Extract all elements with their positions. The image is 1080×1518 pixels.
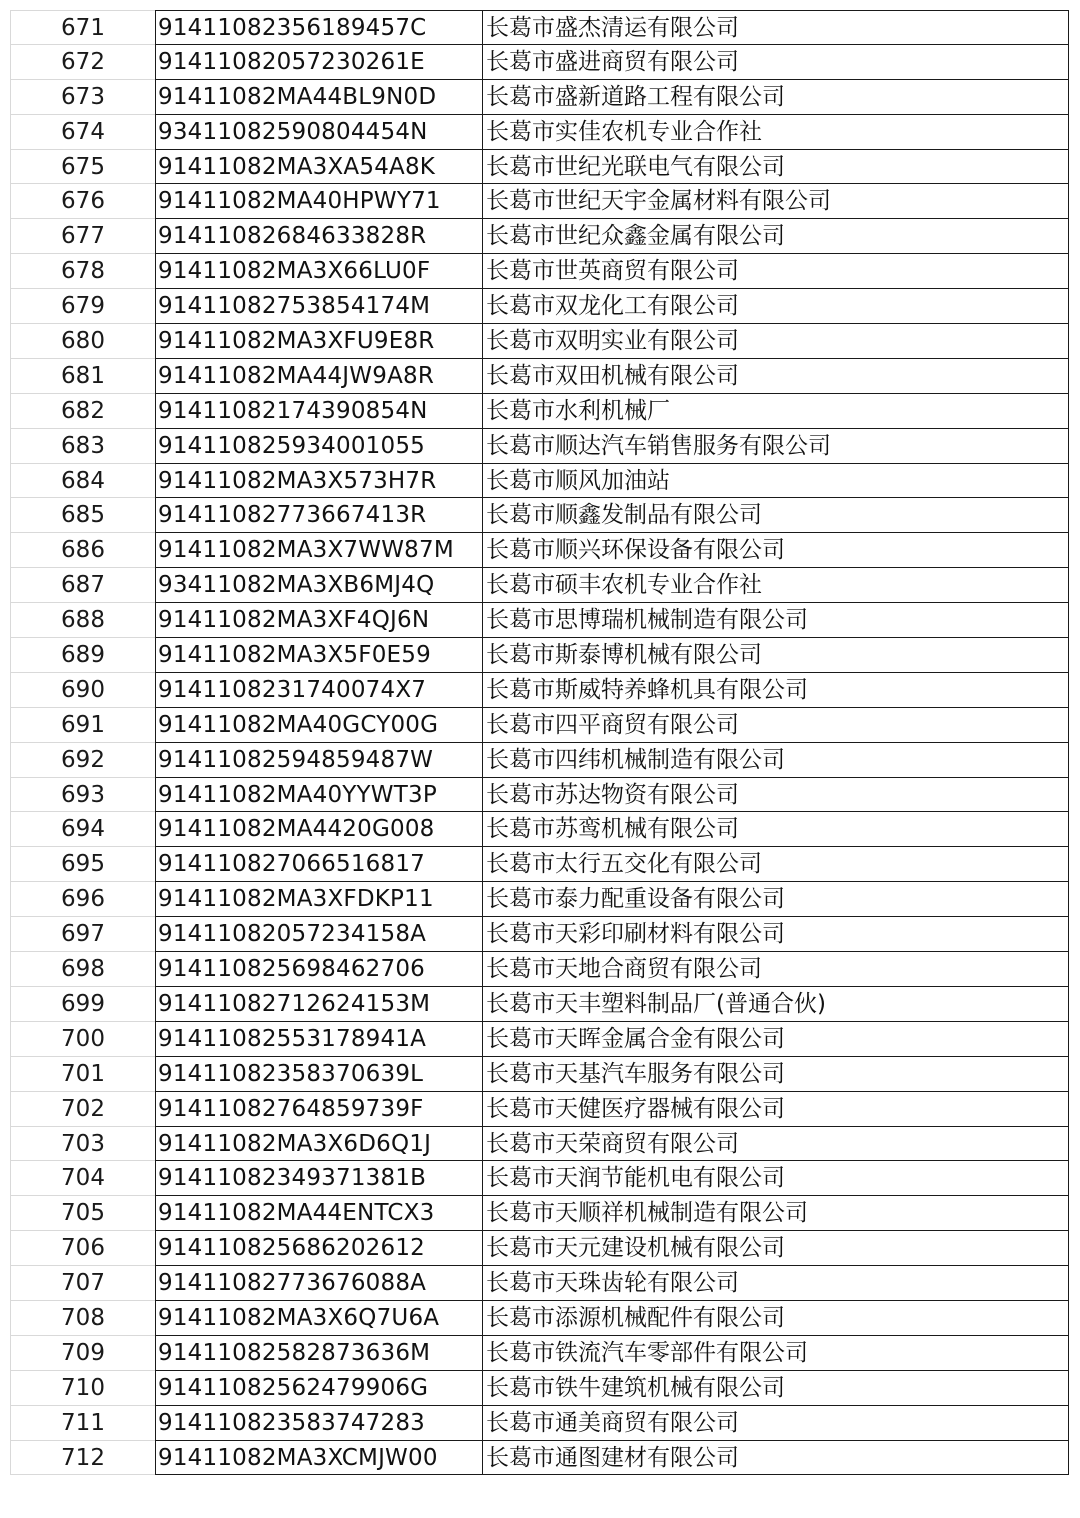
- table-row: [10, 568, 1070, 603]
- credit-code-cell: 91411082349371381B: [155, 1161, 482, 1196]
- table-row: [10, 917, 1070, 952]
- row-number-cell: 680: [10, 324, 155, 359]
- row-number-cell: 710: [10, 1371, 155, 1406]
- row-number-cell: 684: [10, 464, 155, 499]
- table-row: [10, 673, 1070, 708]
- table-row: [10, 1336, 1070, 1371]
- credit-code-cell: 91411082562479906G: [155, 1371, 482, 1406]
- row-number-cell: 706: [10, 1231, 155, 1266]
- table-row: [10, 743, 1070, 778]
- row-number-cell: 694: [10, 812, 155, 847]
- company-name-cell: 长葛市盛进商贸有限公司: [482, 45, 1069, 80]
- table-row: [10, 45, 1070, 80]
- company-name-cell: 长葛市四纬机械制造有限公司: [482, 743, 1069, 778]
- table-row: [10, 115, 1070, 150]
- company-name-cell: 长葛市四平商贸有限公司: [482, 708, 1069, 743]
- table-row: [10, 324, 1070, 359]
- credit-code-cell: 91411082594859487W: [155, 743, 482, 778]
- company-name-cell: 长葛市铁流汽车零部件有限公司: [482, 1336, 1069, 1371]
- credit-code-cell: 91411082358370639L: [155, 1057, 482, 1092]
- credit-code-cell: 91411082057234158A: [155, 917, 482, 952]
- table-row: [10, 10, 1070, 45]
- company-name-cell: 长葛市天彩印刷材料有限公司: [482, 917, 1069, 952]
- row-number-cell: 712: [10, 1441, 155, 1476]
- row-number-cell: 702: [10, 1092, 155, 1127]
- row-number-cell: 685: [10, 498, 155, 533]
- row-number-cell: 711: [10, 1406, 155, 1441]
- credit-code-cell: 91411082356189457C: [155, 10, 482, 45]
- credit-code-cell: 91411082MA3XFDKP11: [155, 882, 482, 917]
- row-number-cell: 686: [10, 533, 155, 568]
- row-number-cell: 676: [10, 184, 155, 219]
- credit-code-cell: 91411082MA44BL9N0D: [155, 80, 482, 115]
- company-name-cell: 长葛市思博瑞机械制造有限公司: [482, 603, 1069, 638]
- credit-code-cell: 9141108231740074X7: [155, 673, 482, 708]
- credit-code-cell: 91411082MA40HPWY71: [155, 184, 482, 219]
- table-row: [10, 1022, 1070, 1057]
- row-number-cell: 697: [10, 917, 155, 952]
- row-number-cell: 677: [10, 219, 155, 254]
- table-row: [10, 638, 1070, 673]
- row-number-cell: 675: [10, 150, 155, 185]
- row-number-cell: 695: [10, 847, 155, 882]
- row-number-cell: 687: [10, 568, 155, 603]
- table-row: [10, 498, 1070, 533]
- table-row: [10, 80, 1070, 115]
- credit-code-cell: 91411082MA3XFU9E8R: [155, 324, 482, 359]
- credit-code-cell: 91411082MA3XCMJW00: [155, 1441, 482, 1476]
- row-number-cell: 709: [10, 1336, 155, 1371]
- row-number-cell: 690: [10, 673, 155, 708]
- row-number-cell: 699: [10, 987, 155, 1022]
- company-name-cell: 长葛市世英商贸有限公司: [482, 254, 1069, 289]
- row-number-cell: 679: [10, 289, 155, 324]
- credit-code-cell: 91411082712624153M: [155, 987, 482, 1022]
- row-number-cell: 693: [10, 778, 155, 813]
- row-number-cell: 673: [10, 80, 155, 115]
- credit-code-cell: 91411082MA3XF4QJ6N: [155, 603, 482, 638]
- row-number-cell: 703: [10, 1127, 155, 1162]
- credit-code-cell: 91411082057230261E: [155, 45, 482, 80]
- credit-code-cell: 914110827066516817: [155, 847, 482, 882]
- row-number-cell: 707: [10, 1266, 155, 1301]
- credit-code-cell: 93411082590804454N: [155, 115, 482, 150]
- company-name-cell: 长葛市通图建材有限公司: [482, 1441, 1069, 1476]
- table-row: [10, 289, 1070, 324]
- row-number-cell: 671: [10, 10, 155, 45]
- company-name-cell: 长葛市天荣商贸有限公司: [482, 1127, 1069, 1162]
- company-name-cell: 长葛市太行五交化有限公司: [482, 847, 1069, 882]
- credit-code-cell: 91411082MA3X5F0E59: [155, 638, 482, 673]
- row-number-cell: 674: [10, 115, 155, 150]
- credit-code-cell: 91411082553178941A: [155, 1022, 482, 1057]
- table-row: [10, 847, 1070, 882]
- company-name-cell: 长葛市顺达汽车销售服务有限公司: [482, 429, 1069, 464]
- company-name-cell: 长葛市天元建设机械有限公司: [482, 1231, 1069, 1266]
- table-row: [10, 1231, 1070, 1266]
- credit-code-cell: 91411082MA3X573H7R: [155, 464, 482, 499]
- company-name-cell: 长葛市天健医疗器械有限公司: [482, 1092, 1069, 1127]
- company-name-cell: 长葛市天地合商贸有限公司: [482, 952, 1069, 987]
- company-name-cell: 长葛市硕丰农机专业合作社: [482, 568, 1069, 603]
- table-row: [10, 952, 1070, 987]
- row-number-cell: 700: [10, 1022, 155, 1057]
- table-row: [10, 1196, 1070, 1231]
- credit-code-cell: 914110825698462706: [155, 952, 482, 987]
- table-row: [10, 359, 1070, 394]
- company-name-cell: 长葛市盛杰清运有限公司: [482, 10, 1069, 45]
- company-name-cell: 长葛市盛新道路工程有限公司: [482, 80, 1069, 115]
- company-name-cell: 长葛市世纪众鑫金属有限公司: [482, 219, 1069, 254]
- table-row: [10, 429, 1070, 464]
- row-number-cell: 701: [10, 1057, 155, 1092]
- company-name-cell: 长葛市顺兴环保设备有限公司: [482, 533, 1069, 568]
- company-name-cell: 长葛市斯泰博机械有限公司: [482, 638, 1069, 673]
- table-row: [10, 778, 1070, 813]
- row-number-cell: 696: [10, 882, 155, 917]
- credit-code-cell: 91411082764859739F: [155, 1092, 482, 1127]
- company-name-cell: 长葛市通美商贸有限公司: [482, 1406, 1069, 1441]
- table-row: [10, 1266, 1070, 1301]
- credit-code-cell: 91411082773667413R: [155, 498, 482, 533]
- row-number-cell: 692: [10, 743, 155, 778]
- row-number-cell: 681: [10, 359, 155, 394]
- table-row: [10, 394, 1070, 429]
- credit-code-cell: 91411082773676088A: [155, 1266, 482, 1301]
- credit-code-cell: 914110825686202612: [155, 1231, 482, 1266]
- company-name-cell: 长葛市天润节能机电有限公司: [482, 1161, 1069, 1196]
- company-name-cell: 长葛市铁牛建筑机械有限公司: [482, 1371, 1069, 1406]
- row-number-cell: 689: [10, 638, 155, 673]
- table-row: [10, 1161, 1070, 1196]
- company-name-cell: 长葛市顺风加油站: [482, 464, 1069, 499]
- company-name-cell: 长葛市苏达物资有限公司: [482, 778, 1069, 813]
- company-name-cell: 长葛市添源机械配件有限公司: [482, 1301, 1069, 1336]
- company-name-cell: 长葛市天丰塑料制品厂(普通合伙): [482, 987, 1069, 1022]
- table-row: [10, 812, 1070, 847]
- credit-code-cell: 91411082MA3XA54A8K: [155, 150, 482, 185]
- credit-code-cell: 91411082MA44JW9A8R: [155, 359, 482, 394]
- credit-code-cell: 91411082MA40GCY00G: [155, 708, 482, 743]
- company-name-cell: 长葛市实佳农机专业合作社: [482, 115, 1069, 150]
- company-registry-table: [10, 10, 1070, 1475]
- company-name-cell: 长葛市天顺祥机械制造有限公司: [482, 1196, 1069, 1231]
- row-number-cell: 683: [10, 429, 155, 464]
- table-row: [10, 219, 1070, 254]
- credit-code-cell: 93411082MA3XB6MJ4Q: [155, 568, 482, 603]
- table-row: [10, 603, 1070, 638]
- table-row: [10, 987, 1070, 1022]
- table-row: [10, 464, 1070, 499]
- row-number-cell: 698: [10, 952, 155, 987]
- table-row: [10, 533, 1070, 568]
- credit-code-cell: 91411082MA44ENTCX3: [155, 1196, 482, 1231]
- company-name-cell: 长葛市双田机械有限公司: [482, 359, 1069, 394]
- company-name-cell: 长葛市水利机械厂: [482, 394, 1069, 429]
- row-number-cell: 708: [10, 1301, 155, 1336]
- table-row: [10, 1371, 1070, 1406]
- table-row: [10, 1057, 1070, 1092]
- table-row: [10, 708, 1070, 743]
- credit-code-cell: 91411082582873636M: [155, 1336, 482, 1371]
- table-row: [10, 1441, 1070, 1476]
- credit-code-cell: 91411082174390854N: [155, 394, 482, 429]
- table-row: [10, 150, 1070, 185]
- row-number-cell: 672: [10, 45, 155, 80]
- credit-code-cell: 91411082MA3X6D6Q1J: [155, 1127, 482, 1162]
- credit-code-cell: 91411082MA3X7WW87M: [155, 533, 482, 568]
- row-number-cell: 688: [10, 603, 155, 638]
- credit-code-cell: 914110825934001055: [155, 429, 482, 464]
- row-number-cell: 678: [10, 254, 155, 289]
- company-name-cell: 长葛市双龙化工有限公司: [482, 289, 1069, 324]
- credit-code-cell: 91411082MA3X6Q7U6A: [155, 1301, 482, 1336]
- company-name-cell: 长葛市苏鸾机械有限公司: [482, 812, 1069, 847]
- company-name-cell: 长葛市世纪光联电气有限公司: [482, 150, 1069, 185]
- company-name-cell: 长葛市天基汽车服务有限公司: [482, 1057, 1069, 1092]
- company-name-cell: 长葛市双明实业有限公司: [482, 324, 1069, 359]
- table-row: [10, 184, 1070, 219]
- table-row: [10, 254, 1070, 289]
- table-row: [10, 882, 1070, 917]
- row-number-cell: 704: [10, 1161, 155, 1196]
- company-name-cell: 长葛市顺鑫发制品有限公司: [482, 498, 1069, 533]
- table-row: [10, 1301, 1070, 1336]
- row-number-cell: 705: [10, 1196, 155, 1231]
- credit-code-cell: 91411082MA40YYWT3P: [155, 778, 482, 813]
- company-name-cell: 长葛市天珠齿轮有限公司: [482, 1266, 1069, 1301]
- credit-code-cell: 91411082MA4420G008: [155, 812, 482, 847]
- company-name-cell: 长葛市天晖金属合金有限公司: [482, 1022, 1069, 1057]
- row-number-cell: 691: [10, 708, 155, 743]
- credit-code-cell: 91411082684633828R: [155, 219, 482, 254]
- company-name-cell: 长葛市斯威特养蜂机具有限公司: [482, 673, 1069, 708]
- credit-code-cell: 91411082753854174M: [155, 289, 482, 324]
- table-row: [10, 1127, 1070, 1162]
- table-row: [10, 1092, 1070, 1127]
- company-name-cell: 长葛市泰力配重设备有限公司: [482, 882, 1069, 917]
- company-name-cell: 长葛市世纪天宇金属材料有限公司: [482, 184, 1069, 219]
- credit-code-cell: 91411082MA3X66LU0F: [155, 254, 482, 289]
- table-row: [10, 1406, 1070, 1441]
- credit-code-cell: 914110823583747283: [155, 1406, 482, 1441]
- row-number-cell: 682: [10, 394, 155, 429]
